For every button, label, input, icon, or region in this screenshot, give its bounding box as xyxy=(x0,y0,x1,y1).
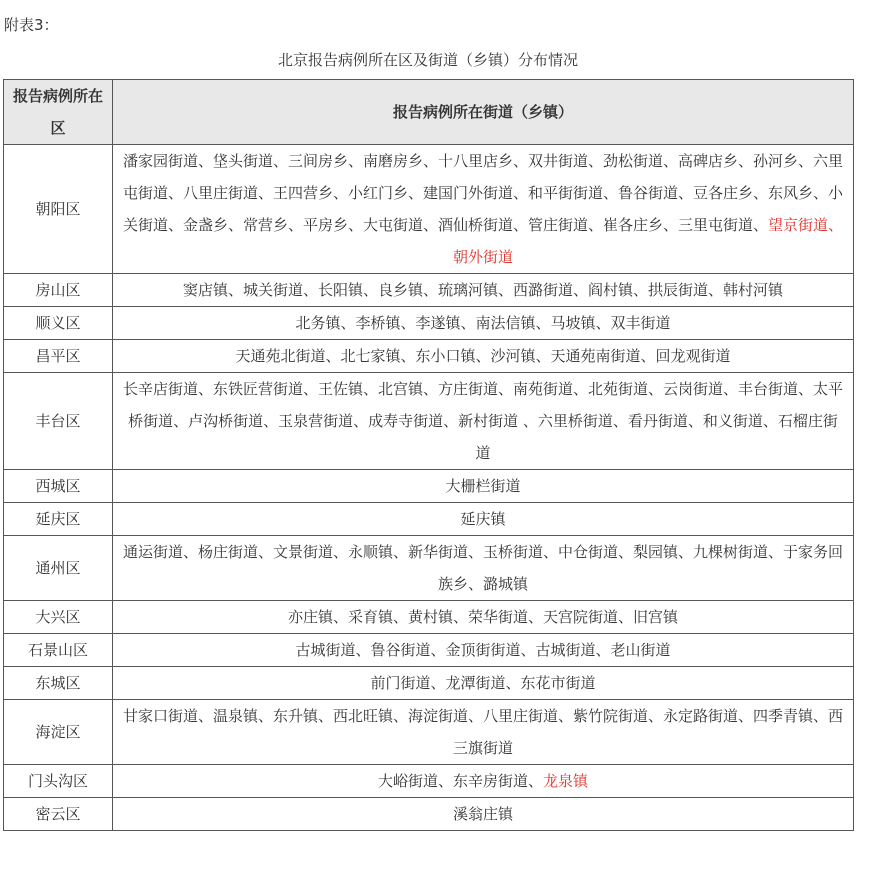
header-streets: 报告病例所在街道（乡镇） xyxy=(113,80,854,145)
district-name: 顺义区 xyxy=(4,307,113,340)
district-name: 大兴区 xyxy=(4,601,113,634)
street-list xyxy=(113,765,854,798)
table-row xyxy=(4,373,854,470)
document-title: 北京报告病例所在区及街道（乡镇）分布情况 xyxy=(277,51,578,69)
district-name: 门头沟区 xyxy=(4,765,113,798)
street-list-text: 通运街道、杨庄街道、文景街道、永顺镇、新华街道、玉桥街道、中仓街道、梨园镇、九棵树街道、于家务回族乡、潞城镇 xyxy=(122,543,843,593)
table-header-row xyxy=(4,80,854,145)
street-list-text: 延庆镇 xyxy=(460,510,506,528)
table-row xyxy=(4,145,854,274)
street-list-text: 大栅栏街道 xyxy=(445,477,521,495)
street-list xyxy=(113,536,854,601)
district-name: 房山区 xyxy=(4,274,113,307)
district-name: 东城区 xyxy=(4,667,113,700)
district-name: 西城区 xyxy=(4,470,113,503)
street-list xyxy=(113,798,854,831)
street-list xyxy=(113,340,854,373)
street-list-text: 甘家口街道、温泉镇、东升镇、西北旺镇、海淀街道、八里庄街道、紫竹院街道、永定路街道、四季青镇、西三旗街道 xyxy=(122,707,843,757)
street-list xyxy=(113,634,854,667)
attachment-label: 附表3： xyxy=(4,16,59,34)
street-list xyxy=(113,601,854,634)
district-name: 密云区 xyxy=(4,798,113,831)
table-row xyxy=(4,307,854,340)
district-name: 昌平区 xyxy=(4,340,113,373)
street-list-text: 大峪街道、东辛房街道、 xyxy=(377,772,543,790)
district-name: 延庆区 xyxy=(4,503,113,536)
district-name: 石景山区 xyxy=(4,634,113,667)
table-row xyxy=(4,601,854,634)
table-row xyxy=(4,274,854,307)
table-row xyxy=(4,470,854,503)
street-list-text: 天通苑北街道、北七家镇、东小口镇、沙河镇、天通苑南街道、回龙观街道 xyxy=(235,347,731,365)
table-row xyxy=(4,503,854,536)
street-list xyxy=(113,373,854,470)
street-list xyxy=(113,700,854,765)
district-name: 通州区 xyxy=(4,536,113,601)
table-row xyxy=(4,765,854,798)
street-list xyxy=(113,503,854,536)
district-name: 海淀区 xyxy=(4,700,113,765)
table-row xyxy=(4,667,854,700)
street-list xyxy=(113,145,854,274)
street-list-text: 潘家园街道、垡头街道、三间房乡、南磨房乡、十八里店乡、双井街道、劲松街道、高碑店乡、孙河乡、六里屯街道、八里庄街道、王四营乡、小红门乡、建国门外街道、和平街街道、鲁谷街道、豆各庄乡、东风乡、小关街道、金盏乡、常营乡、平房乡、大屯街道、酒仙桥街道、管庄街道、崔各庄乡、三里屯街道、 xyxy=(122,152,843,234)
street-list xyxy=(113,667,854,700)
table-row xyxy=(4,536,854,601)
street-list-text: 亦庄镇、采育镇、黄村镇、荣华街道、天宫院街道、旧宫镇 xyxy=(287,608,678,626)
table-row xyxy=(4,798,854,831)
district-name: 朝阳区 xyxy=(4,145,113,274)
header-district: 报告病例所在区 xyxy=(4,80,113,145)
table-row xyxy=(4,700,854,765)
table-row xyxy=(4,340,854,373)
street-list-text: 长辛店街道、东铁匠营街道、王佐镇、北宫镇、方庄街道、南苑街道、北苑街道、云岗街道、丰台街道、太平桥街道、卢沟桥街道、玉泉营街道、成寿寺街道、新村街道 、六里桥街道、看丹街道、和义街道、石榴庄街道 xyxy=(122,380,843,462)
street-list xyxy=(113,470,854,503)
table-row xyxy=(4,634,854,667)
district-name: 丰台区 xyxy=(4,373,113,470)
district-distribution-table xyxy=(3,79,854,831)
street-list-highlight: 龙泉镇 xyxy=(543,772,589,790)
street-list-text: 溪翁庄镇 xyxy=(452,805,513,823)
street-list-text: 北务镇、李桥镇、李遂镇、南法信镇、马坡镇、双丰街道 xyxy=(295,314,671,332)
street-list xyxy=(113,307,854,340)
street-list-text: 窦店镇、城关街道、长阳镇、良乡镇、琉璃河镇、西潞街道、阎村镇、拱辰街道、韩村河镇 xyxy=(182,281,783,299)
street-list xyxy=(113,274,854,307)
street-list-text: 古城街道、鲁谷街道、金顶街街道、古城街道、老山街道 xyxy=(295,641,671,659)
street-list-highlight: 望京街道、朝外街道 xyxy=(452,216,844,266)
street-list-text: 前门街道、龙潭街道、东花市街道 xyxy=(370,674,596,692)
